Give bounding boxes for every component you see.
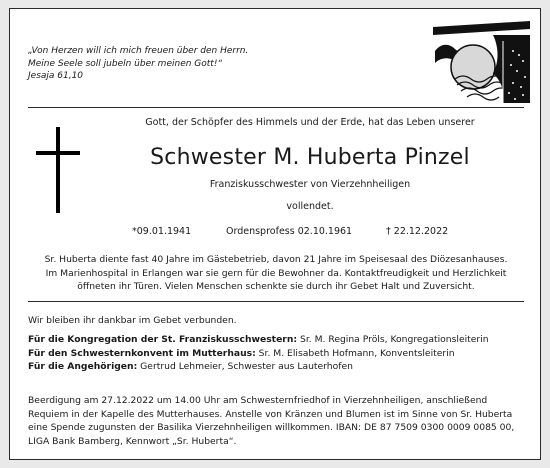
mourner-label: Für den Schwesternkonvent im Mutterhaus:	[28, 347, 256, 359]
birth-date: *09.01.1941	[132, 226, 192, 237]
mourner-text: Sr. M. Regina Pröls, Kongregationsleiterin	[297, 334, 489, 345]
completed-text: vollendet.	[286, 201, 334, 212]
mourner-text: Gertrud Lehmeier, Schwester aus Lauterhofen	[137, 361, 353, 372]
order-affiliation: Franziskusschwester von Vierzehnheiligen	[209, 179, 411, 190]
mourner-row	[28, 333, 489, 347]
mourners-list	[28, 333, 489, 374]
funeral-line: eine Spende zugunsten der Basilika Vierzehnheiligen willkommen. IBAN: DE 87 7509 0300 0009 0085 00,	[28, 422, 515, 433]
bio-line: öffneten ihr Türen. Vielen Menschen schenkte sie durch ihr Gebet Halt und Zuversicht.	[77, 281, 475, 292]
profession-date: Ordensprofess 02.10.1961	[226, 226, 353, 237]
mourner-row	[28, 347, 489, 361]
biography	[10, 253, 542, 294]
mourner-text: Sr. M. Elisabeth Hofmann, Konventsleiterin	[255, 347, 455, 359]
divider	[28, 301, 524, 302]
funeral-details	[28, 394, 514, 448]
bio-line: Im Marienhospital in Erlangen war sie gern für die Bewohner da. Kontaktfreudigkeit und Herzlichkeit	[45, 267, 507, 279]
bio-line: Sr. Huberta diente fast 40 Jahre im Gästebetrieb, davon 21 Jahre im Speisesaal des Diözesanhauses.	[44, 254, 508, 265]
thanks-text: Wir bleiben ihr dankbar im Gebet verbunden.	[28, 315, 237, 326]
quote-line: „Von Herzen will ich mich freuen über den Herrn.	[28, 46, 249, 56]
death-date: † 22.12.2022	[386, 226, 449, 237]
mourner-row	[28, 360, 489, 374]
funeral-line: LIGA Bank Bamberg, Kennwort „Sr. Huberta“.	[28, 435, 237, 447]
obituary-notice	[9, 8, 541, 460]
mourner-label: Für die Kongregation der St. Franziskusschwestern:	[28, 334, 298, 345]
franciscan-logo-icon	[433, 21, 530, 103]
bible-quote	[28, 45, 248, 83]
intro-text: Gott, der Schöpfer des Himmels und der Erde, hat das Leben unserer	[145, 117, 475, 128]
quote-source: Jesaja 61,10	[28, 71, 84, 81]
divider	[28, 107, 524, 108]
cross-icon	[36, 127, 80, 213]
quote-line: Meine Seele soll jubeln über meinen Gott!“	[28, 58, 223, 69]
funeral-line: Requiem in der Kapelle des Mutterhauses. Anstelle von Kränzen und Blumen ist im Sinne von Sr. Huberta	[28, 408, 513, 420]
deceased-name: Schwester M. Huberta Pinzel	[150, 145, 470, 170]
funeral-line: Beerdigung am 27.12.2022 um 14.00 Uhr am Schwesternfriedhof in Vierzehnheiligen, anschließend	[28, 395, 488, 406]
mourner-label: Für die Angehörigen:	[28, 361, 138, 372]
